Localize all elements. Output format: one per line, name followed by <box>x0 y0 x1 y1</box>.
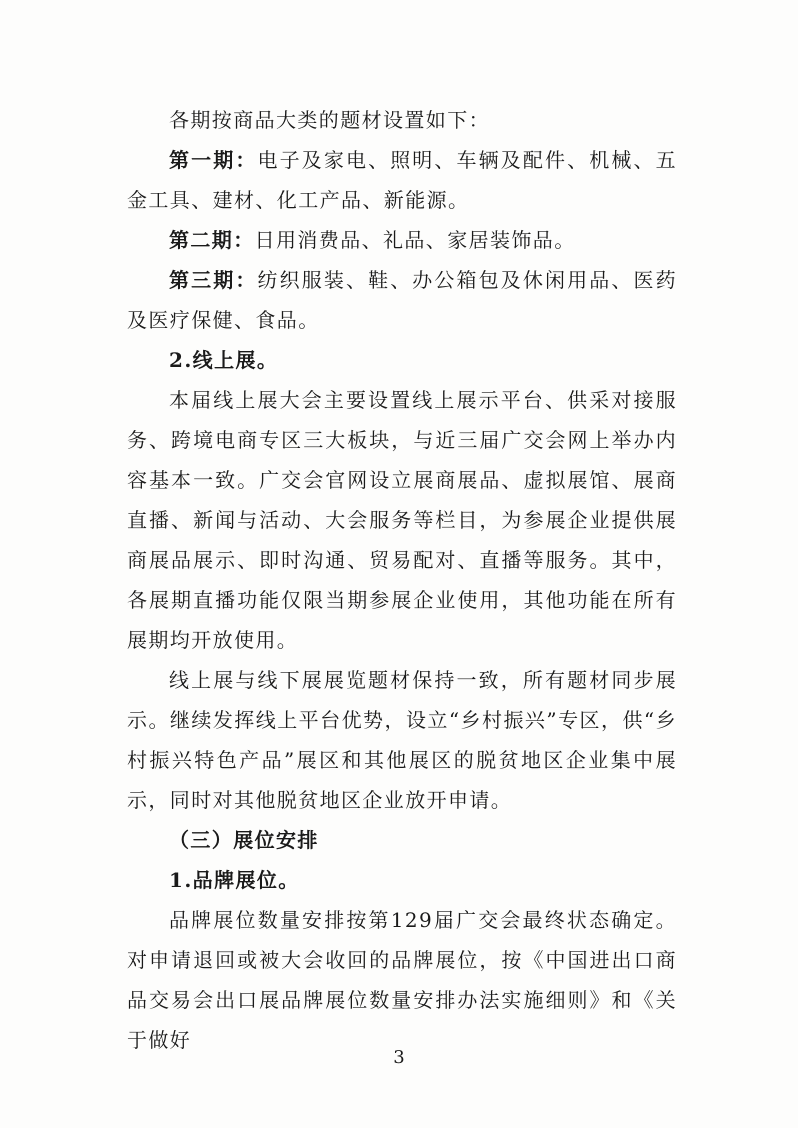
document-body <box>127 100 677 1060</box>
brand-booth-paragraph: 品牌展位数量安排按第129届广交会最终状态确定。对申请退回或被大会收回的品牌展位，按《中国进出口商品交易会出口展品牌展位数量安排办法实施细则》和《关于做好 <box>127 908 677 1052</box>
phase-1-text: 电子及家电、照明、车辆及配件、机械、五金工具、建材、化工产品、新能源。 <box>127 148 677 212</box>
phase-2-text: 日用消费品、礼品、家居装饰品。 <box>254 228 576 252</box>
online-paragraph-1: 本届线上展大会主要设置线上展示平台、供采对接服务、跨境电商专区三大板块，与近三届广交会网上举办内容基本一致。广交会官网设立展商展品、虚拟展馆、展商直播、新闻与活动、大会服务等栏目，为参展企业提供展商展品展示、即时沟通、贸易配对、直播等服务。其中，各展期直播功能仅限当期参展企业使用，其他功能在所有展期均开放使用。 <box>127 388 677 652</box>
heading-online-exhibition: 2.线上展。 <box>169 348 279 372</box>
page-number: 3 <box>393 1047 405 1068</box>
online-paragraph-2: 线上展与线下展展览题材保持一致，所有题材同步展示。继续发挥线上平台优势，设立“乡村振兴”专区，供“乡村振兴特色产品”展区和其他展区的脱贫地区企业集中展示，同时对其他脱贫地区企业放开申请。 <box>127 668 677 812</box>
phase-3-paragraph <box>127 260 677 340</box>
heading-booth-arrangement: （三）展位安排 <box>169 828 319 852</box>
intro-paragraph: 各期按商品大类的题材设置如下： <box>169 108 490 132</box>
phase-2-label: 第二期： <box>169 228 255 252</box>
heading-brand-booth: 1.品牌展位。 <box>169 868 300 892</box>
phase-2-paragraph <box>127 220 677 260</box>
phase-3-label: 第三期： <box>169 268 258 292</box>
phase-1-paragraph <box>127 140 677 220</box>
phase-1-label: 第一期： <box>169 148 258 172</box>
phase-3-text: 纺织服装、鞋、办公箱包及休闲用品、医药及医疗保健、食品。 <box>127 268 677 332</box>
